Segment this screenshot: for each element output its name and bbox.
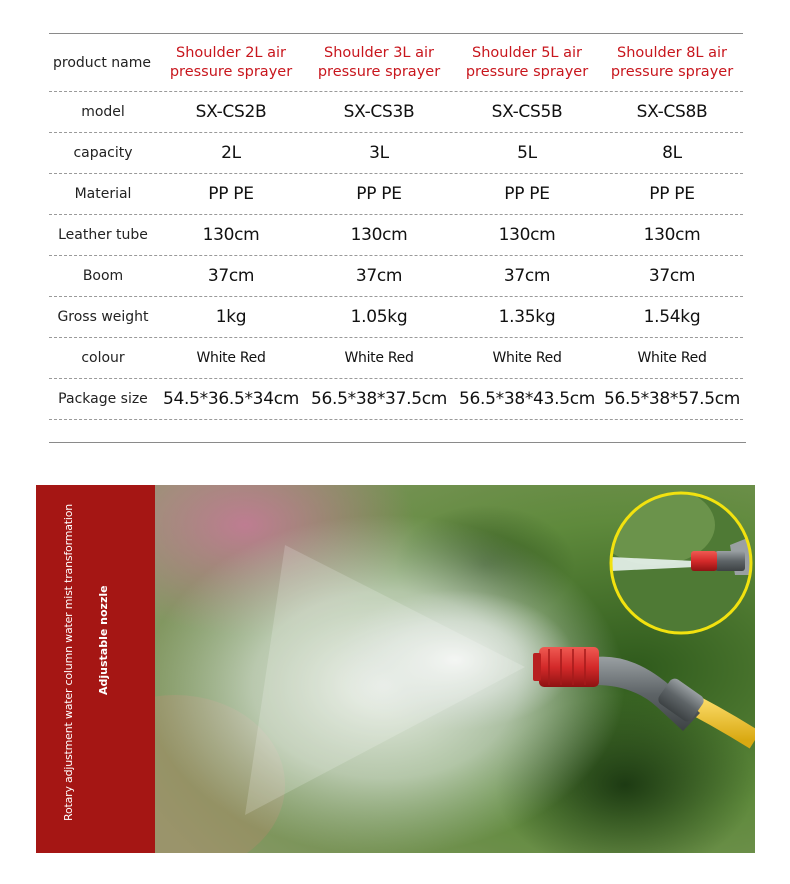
product-title: Shoulder 2L air pressure sprayer <box>169 44 293 80</box>
table-row <box>49 338 743 379</box>
table-cell: White Red <box>492 350 562 366</box>
table-cell: SX-CS5B <box>491 102 563 122</box>
table-cell: PP PE <box>649 184 695 204</box>
table-cell: 1.54kg <box>643 307 701 327</box>
product-title: Shoulder 8L air pressure sprayer <box>610 44 734 80</box>
table-cell: 130cm <box>350 225 408 245</box>
banner-subcaption: Adjustable nozzle <box>97 585 110 695</box>
table-cell: PP PE <box>356 184 402 204</box>
row-label: Boom <box>82 268 124 284</box>
table-cell: 3L <box>369 143 389 163</box>
table-cell: 54.5*36.5*34cm <box>162 389 300 409</box>
table-cell: 37cm <box>207 266 255 286</box>
table-cell: 5L <box>517 143 537 163</box>
row-label: Package size <box>58 391 148 407</box>
row-label: Gross weight <box>57 309 149 325</box>
table-cell: 37cm <box>503 266 551 286</box>
table-cell: 1kg <box>215 307 247 327</box>
table-cell: 130cm <box>202 225 260 245</box>
red-nozzle <box>533 647 599 687</box>
caption-panel <box>36 485 155 853</box>
table-cell: 8L <box>662 143 682 163</box>
table-cell: 1.05kg <box>350 307 408 327</box>
table-row <box>49 256 743 297</box>
table-cell: White Red <box>344 350 414 366</box>
nozzle-banner <box>36 485 755 853</box>
table-cell: White Red <box>637 350 707 366</box>
table-cell: 37cm <box>648 266 696 286</box>
product-title: Shoulder 5L air pressure sprayer <box>465 44 589 80</box>
table-cell: PP PE <box>504 184 550 204</box>
table-cell: 56.5*38*37.5cm <box>310 389 448 409</box>
row-label: capacity <box>73 145 133 161</box>
row-label: Material <box>74 186 132 202</box>
table-cell: White Red <box>196 350 266 366</box>
table-row <box>49 92 743 133</box>
table-cell: SX-CS8B <box>636 102 708 122</box>
table-row <box>49 379 743 420</box>
table-cell: 2L <box>221 143 241 163</box>
table-cell: 1.35kg <box>498 307 556 327</box>
banner-caption: Rotary adjustment water column water mist transformation <box>62 503 75 821</box>
table-cell: 130cm <box>498 225 556 245</box>
table-header-row <box>49 34 743 92</box>
spray-photo <box>155 485 755 853</box>
row-label: model <box>81 104 125 120</box>
table-cell: 37cm <box>355 266 403 286</box>
spec-table <box>49 33 743 420</box>
table-cell: PP PE <box>208 184 254 204</box>
table-row <box>49 215 743 256</box>
row-label: Leather tube <box>58 227 148 243</box>
product-title: Shoulder 3L air pressure sprayer <box>317 44 441 80</box>
table-row <box>49 297 743 338</box>
table-cell: 56.5*38*43.5cm <box>458 389 596 409</box>
table-cell: SX-CS2B <box>195 102 267 122</box>
table-cell: SX-CS3B <box>343 102 415 122</box>
divider <box>49 442 746 443</box>
header-label: product name <box>53 54 151 71</box>
row-label: colour <box>81 350 125 366</box>
table-row <box>49 133 743 174</box>
table-cell: 130cm <box>643 225 701 245</box>
table-row <box>49 174 743 215</box>
table-cell: 56.5*38*57.5cm <box>603 389 741 409</box>
